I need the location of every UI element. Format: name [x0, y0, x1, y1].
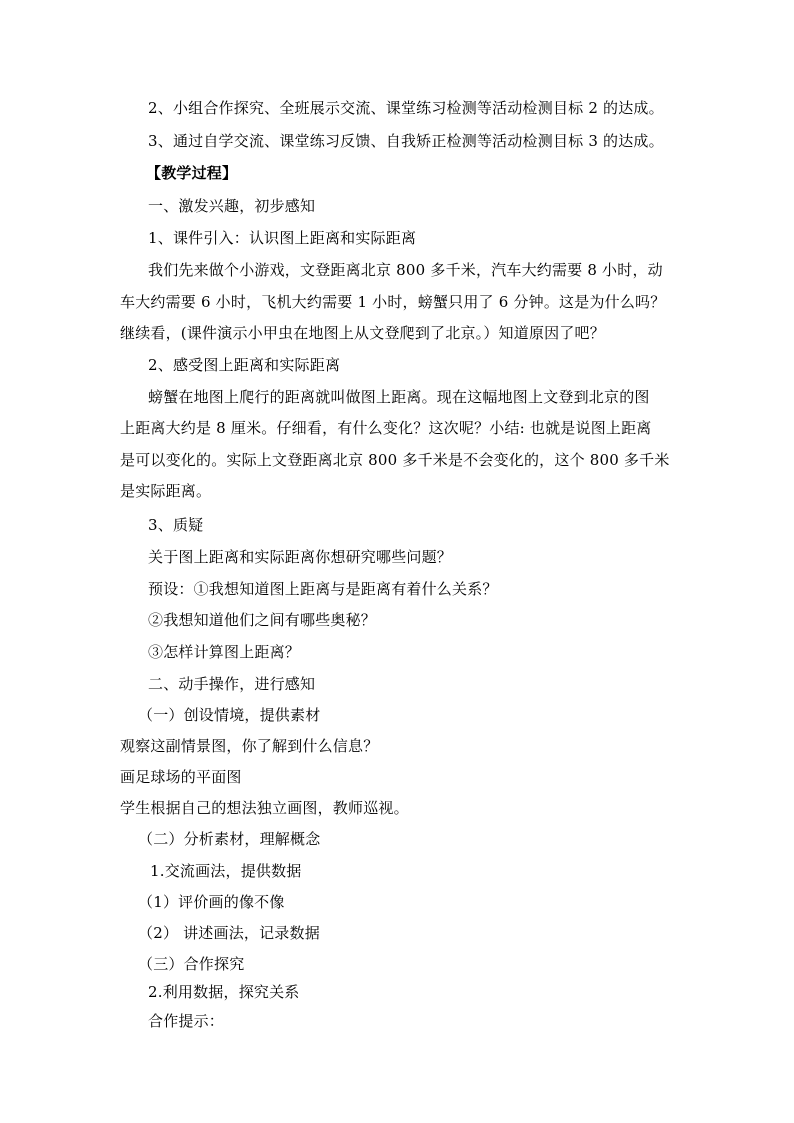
paragraph-line: 螃蟹在地图上爬行的距离就叫做图上距离。现在这幅地图上文登到北京的图 — [148, 388, 650, 406]
list-item-1: （1）评价画的像不像 — [138, 893, 285, 911]
subheading-1: 1、课件引入：认识图上距离和实际距离 — [148, 229, 417, 247]
paragraph-line: 是可以变化的。实际上文登距离北京 800 多千米是不会变化的，这个 800 多千米 — [120, 451, 670, 469]
subheading-step-2: 2.利用数据，探究关系 — [148, 983, 300, 1001]
paragraph-line: 车大约需要 6 小时，飞机大约需要 1 小时，螃蟹只用了 6 分钟。这是为什么吗？ — [120, 293, 666, 311]
subheading-step-1: 1.交流画法，提供数据 — [150, 862, 302, 880]
goal-2-line: 2、小组合作探究、全班展示交流、课堂练习检测等活动检测目标 2 的达成。 — [148, 99, 664, 117]
preset-line-3: ③怎样计算图上距离？ — [148, 643, 301, 661]
heading-part-1: 一、激发兴趣，初步感知 — [148, 197, 316, 215]
subheading-2-1: （一）创设情境，提供素材 — [138, 706, 321, 724]
paragraph-line: 学生根据自己的想法独立画图，教师巡视。 — [120, 799, 409, 817]
goal-3-line: 3、通过自学交流、课堂练习反馈、自我矫正检测等活动检测目标 3 的达成。 — [148, 132, 664, 150]
preset-line-2: ②我想知道他们之间有哪些奥秘？ — [148, 611, 377, 629]
subheading-2-2: （二）分析素材，理解概念 — [138, 830, 321, 848]
paragraph-line: 画足球场的平面图 — [120, 768, 242, 786]
subheading-3: 3、质疑 — [148, 516, 204, 534]
paragraph-line: 继续看，(课件演示小甲虫在地图上从文登爬到了北京。）知道原因了吧？ — [120, 324, 605, 342]
paragraph-line: 观察这副情景图，你了解到什么信息？ — [120, 737, 379, 755]
preset-line-1: 预设：①我想知道图上距离与是距离有着什么关系？ — [148, 580, 498, 598]
heading-part-2: 二、动手操作，进行感知 — [148, 675, 316, 693]
cooperation-tip-label: 合作提示： — [148, 1012, 225, 1030]
subheading-2-3: （三）合作探究 — [138, 955, 245, 973]
list-item-2: （2） 讲述画法，记录数据 — [138, 924, 320, 942]
subheading-2: 2、感受图上距离和实际距离 — [148, 356, 341, 374]
question-line: 关于图上距离和实际距离你想研究哪些问题？ — [148, 548, 453, 566]
section-heading-teaching-process: 【教学过程】 — [146, 164, 238, 182]
paragraph-line: 是实际距离。 — [120, 482, 212, 500]
paragraph-line: 我们先来做个小游戏，文登距离北京 800 多千米，汽车大约需要 8 小时，动 — [148, 261, 663, 279]
paragraph-line: 上距离大约是 8 厘米。仔细看，有什么变化？这次呢？小结: 也就是说图上距离 — [120, 419, 652, 437]
